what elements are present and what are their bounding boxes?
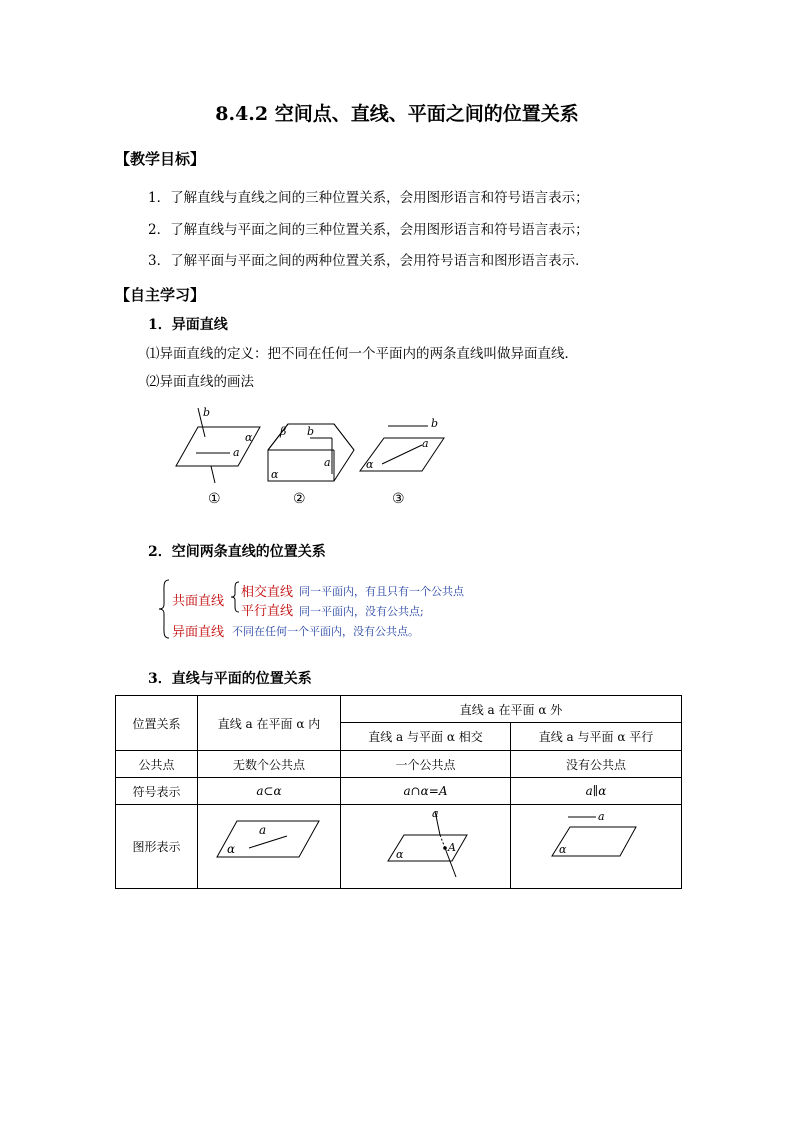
header-in-plane: 直线 a 在平面 α 内 (198, 696, 341, 751)
page-title: 8.4.2 空间点、直线、平面之间的位置关系 (215, 103, 579, 125)
skew-label: 异面直线 (172, 625, 225, 640)
two-lines-heading: 2．空间两条直线的位置关系 (148, 544, 326, 560)
fig3-label-alpha: α (366, 458, 374, 471)
fig-intersect-label-alpha: α (395, 848, 403, 861)
fig-number-1: ① (208, 491, 221, 507)
row-figure-label: 图形表示 (116, 805, 198, 889)
line-plane-heading: 3．直线与平面的位置关系 (148, 671, 312, 687)
cell-symbol-in: a⊂α (198, 778, 341, 805)
header-out-plane: 直线 a 在平面 α 外 (341, 696, 682, 723)
cell-symbol-parallel: a∥α (511, 778, 682, 805)
figure-1 (176, 408, 260, 483)
intersect-desc: 同一平面内，有且只有一个公共点 (299, 585, 464, 598)
fig2-label-beta: β (280, 425, 287, 438)
goal-item-3: 3．了解平面与平面之间的两种位置关系，会用符号语言和图形语言表示． (148, 253, 589, 269)
skew-definition: ⑴异面直线的定义：把不同在任何一个平面内的两条直线叫做异面直线． (146, 346, 578, 362)
cell-figure-in (198, 805, 341, 889)
header-relation: 位置关系 (116, 696, 198, 751)
figure-line-parallel-plane (512, 805, 680, 885)
fig-parallel-label-alpha: α (559, 843, 567, 856)
figure-line-in-plane (199, 805, 339, 885)
fig-in-label-alpha: α (227, 842, 236, 856)
fig3-label-b: b (431, 417, 439, 430)
fig-intersect-label-A: A (447, 841, 456, 854)
cell-figure-parallel (511, 805, 682, 889)
cell-symbol-intersect: a∩α=A (341, 778, 511, 805)
fig-parallel-label-a: a (598, 810, 605, 823)
fig-number-2: ② (293, 491, 306, 507)
fig1-label-b: b (203, 406, 211, 419)
header-parallel: 直线 a 与平面 α 平行 (511, 723, 682, 751)
skew-heading: 1．异面直线 (148, 317, 228, 333)
fig1-label-alpha: α (245, 431, 253, 444)
inner-brace (230, 580, 240, 614)
parallel-desc: 同一平面内，没有公共点; (299, 605, 424, 618)
fig2-label-alpha: α (271, 468, 279, 481)
outer-brace (158, 578, 170, 640)
cell-common-in: 无数个公共点 (198, 751, 341, 778)
fig1-label-a: a (233, 446, 240, 459)
fig-number-3: ③ (392, 491, 405, 507)
fig3-label-a: a (422, 437, 429, 450)
figure-line-intersect-plane (342, 805, 510, 885)
fig2-label-a: a (324, 456, 331, 469)
cell-common-parallel: 没有公共点 (511, 751, 682, 778)
header-intersect: 直线 a 与平面 α 相交 (341, 723, 511, 751)
parallel-label: 平行直线 (241, 604, 294, 619)
skew-desc: 不同在任何一个平面内，没有公共点。 (232, 625, 419, 638)
cell-figure-intersect (341, 805, 511, 889)
skew-drawing-heading: ⑵异面直线的画法 (146, 374, 254, 390)
fig-in-label-a: a (259, 823, 267, 837)
skew-line-figures (160, 400, 460, 510)
cell-common-intersect: 一个公共点 (341, 751, 511, 778)
goal-item-1: 1．了解直线与直线之间的三种位置关系，会用图形语言和符号语言表示； (148, 190, 589, 206)
coplanar-label: 共面直线 (172, 594, 225, 609)
line-plane-table (115, 695, 682, 889)
study-heading: 【自主学习】 (115, 286, 206, 304)
fig2-label-b: b (307, 425, 315, 438)
goals-heading: 【教学目标】 (115, 150, 206, 168)
row-common-points-label: 公共点 (116, 751, 198, 778)
row-symbol-label: 符号表示 (116, 778, 198, 805)
intersect-label: 相交直线 (241, 585, 294, 600)
fig-intersect-label-a: a (431, 807, 439, 820)
goal-item-2: 2．了解直线与平面之间的三种位置关系，会用图形语言和符号语言表示； (148, 222, 589, 238)
